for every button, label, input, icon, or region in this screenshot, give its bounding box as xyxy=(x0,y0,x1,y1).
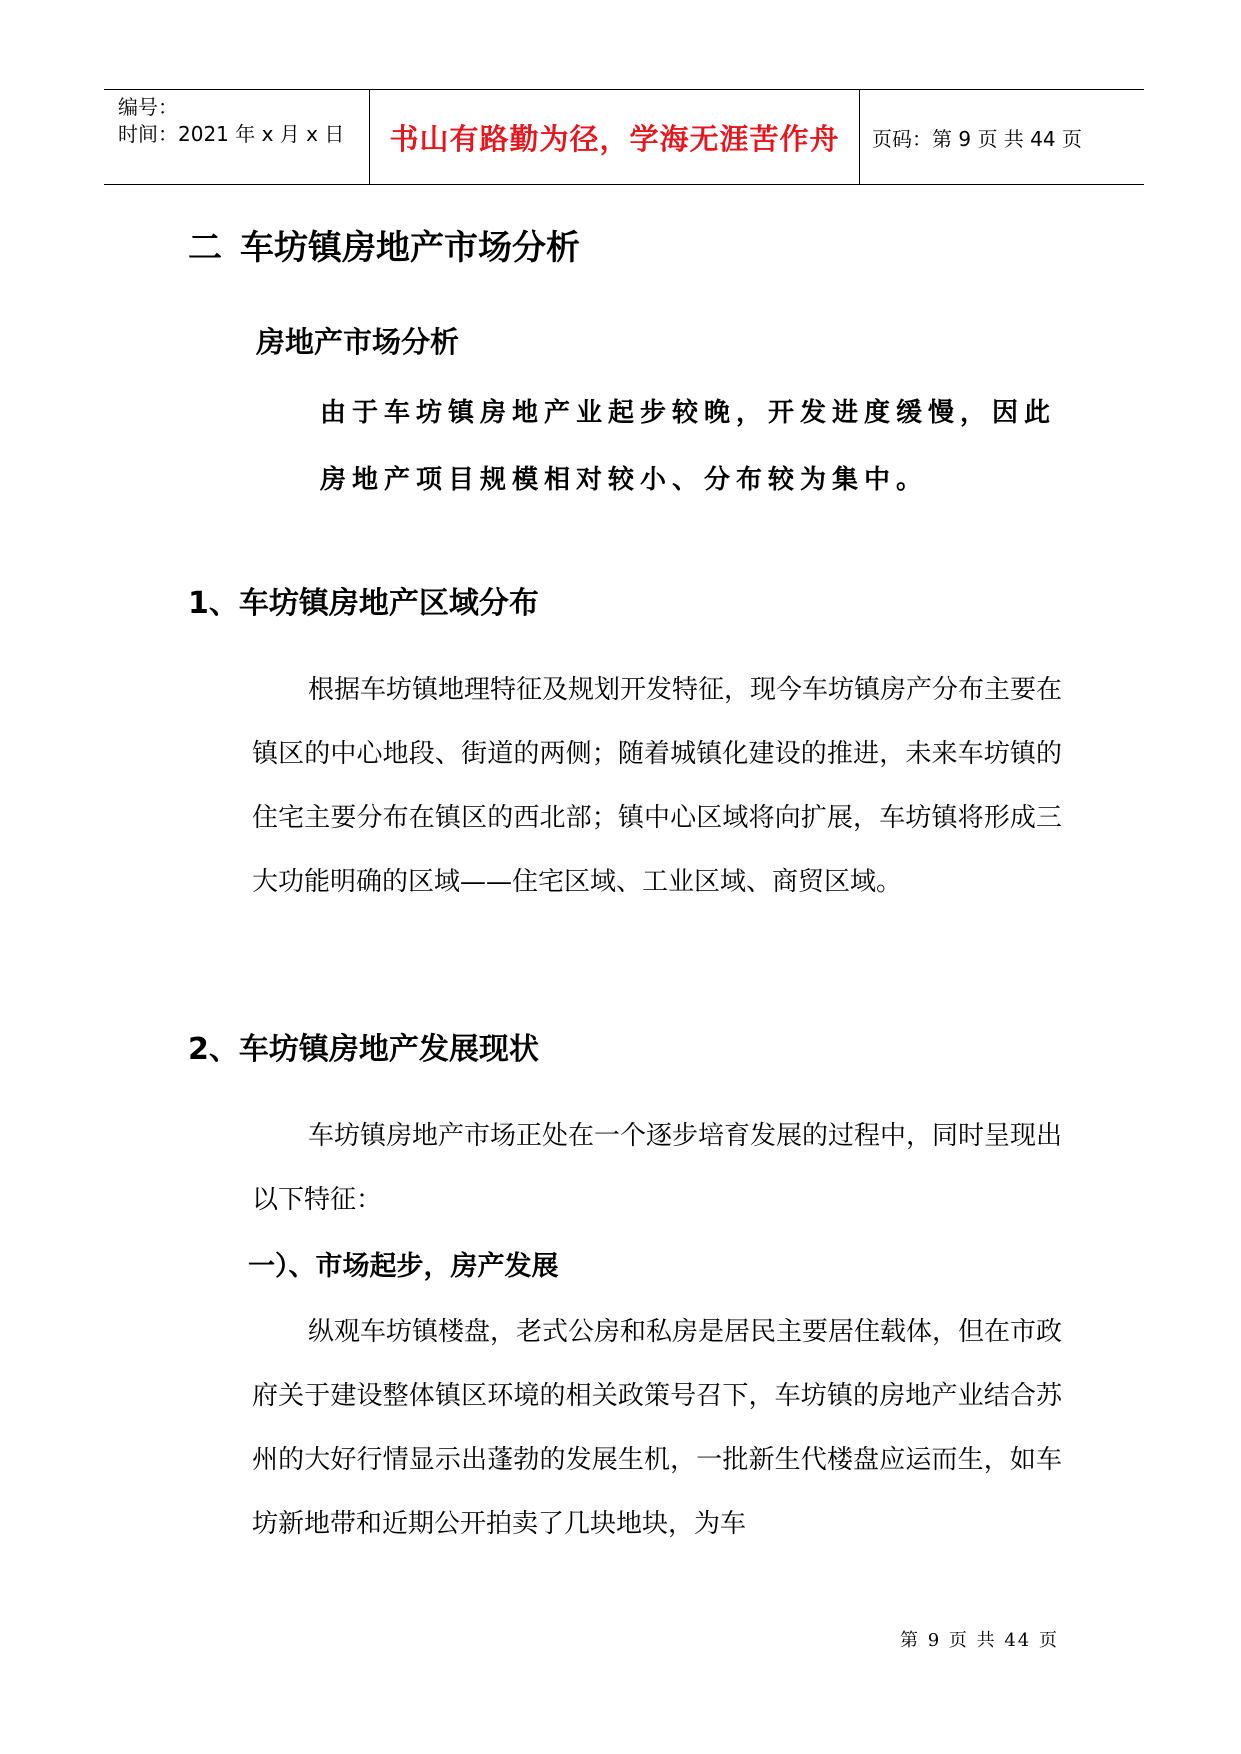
chapter-title-text: 车坊镇房地产市场分析 xyxy=(240,228,580,268)
subtitle: 房地产市场分析 xyxy=(256,325,460,359)
chapter-number: 二 xyxy=(188,228,222,268)
section2-paragraph xyxy=(252,1104,1062,1232)
header-page-info: 页码：第 9 页 共 44 页 xyxy=(872,126,1082,151)
chapter-title xyxy=(188,220,580,269)
section1-text: 根据车坊镇地理特征及规划开发特征，现今车坊镇房产分布主要在镇区的中心地段、街道的两侧；随着城镇化建设的推进，未来车坊镇的住宅主要分布在镇区的西北部；镇中心区域将向扩展，车坊镇将形成三大功能明确的区域——住宅区域、工业区域、商贸区域。 xyxy=(252,675,1063,897)
page-footer: 第 9 页 共 44 页 xyxy=(900,1630,1059,1651)
header-meta xyxy=(104,90,370,184)
section1-heading: 1、车坊镇房地产区域分布 xyxy=(188,586,539,621)
section2-sub-heading: 一）、市场起步，房产发展 xyxy=(248,1251,559,1282)
serial-label: 编号： xyxy=(118,95,178,119)
section2-heading: 2、车坊镇房地产发展现状 xyxy=(188,1032,539,1067)
section2-text: 车坊镇房地产市场正处在一个逐步培育发展的过程中，同时呈现出以下特征： xyxy=(252,1121,1063,1215)
section2-sub-paragraph xyxy=(252,1300,1062,1556)
header-motto: 书山有路勤为径，学海无涯苦作舟 xyxy=(370,90,860,184)
document-header xyxy=(104,89,1144,185)
time-label: 时间：2021 年 x 月 x 日 xyxy=(118,122,345,146)
section1-paragraph xyxy=(252,658,1062,914)
section2-sub-text: 纵观车坊镇楼盘，老式公房和私房是居民主要居住载体，但在市政府关于建设整体镇区环境的相关政策号召下，车坊镇的房地产业结合苏州的大好行情显示出蓬勃的发展生机，一批新生代楼盘应运而生，如车坊新地带和近期公开拍卖了几块地块，为车 xyxy=(252,1317,1063,1539)
intro-paragraph: 由于车坊镇房地产业起步较晚，开发进度缓慢，因此房地产项目规模相对较小、分布较为集中。 xyxy=(320,398,1057,495)
